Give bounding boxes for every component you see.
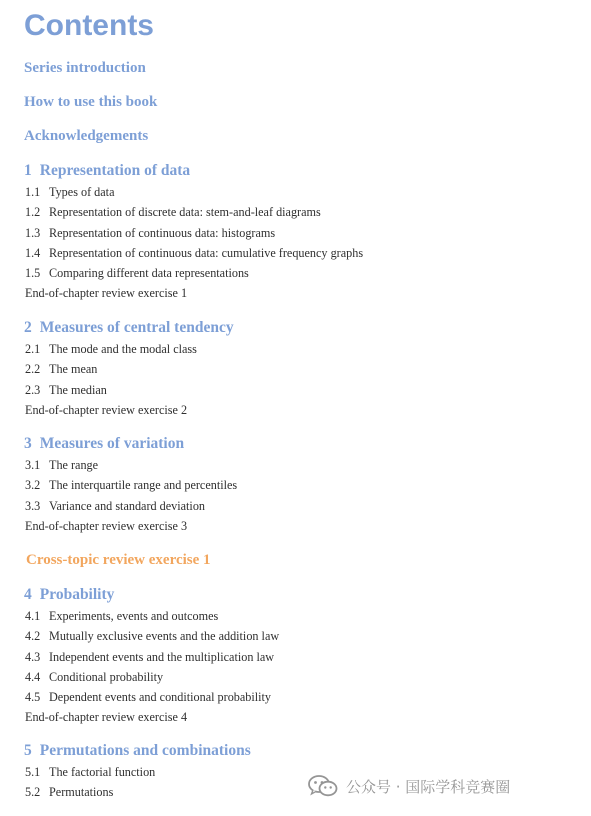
section-entry[interactable] bbox=[25, 223, 591, 243]
section-title: Conditional probability bbox=[49, 669, 164, 684]
section-number: 4.2 bbox=[25, 629, 41, 644]
section-title: The interquartile range and percentiles bbox=[49, 478, 238, 493]
chapter-heading[interactable] bbox=[24, 584, 591, 606]
chapter-number: 1 bbox=[24, 162, 32, 179]
section-entry[interactable] bbox=[25, 263, 591, 283]
chapter-title: Permutations and combinations bbox=[39, 742, 251, 759]
chapter-review-entry[interactable]: End-of-chapter review exercise 3 bbox=[25, 518, 188, 533]
chapter-title: Measures of variation bbox=[39, 435, 185, 452]
section-number: 5.2 bbox=[25, 785, 41, 800]
section-number: 3.3 bbox=[25, 498, 41, 513]
section-entry[interactable] bbox=[25, 647, 591, 667]
toc-entry-how-to-use[interactable]: How to use this book bbox=[24, 94, 158, 110]
chapter-2 bbox=[0, 317, 591, 420]
section-title: Mutually exclusive events and the addition law bbox=[49, 629, 280, 644]
watermark bbox=[308, 774, 510, 798]
section-title: Types of data bbox=[49, 185, 115, 199]
section-number: 1.5 bbox=[25, 266, 41, 281]
section-number: 5.1 bbox=[25, 765, 41, 779]
section-entry[interactable] bbox=[25, 359, 591, 379]
toc-entry-series-introduction[interactable]: Series introduction bbox=[24, 60, 146, 76]
section-entry[interactable] bbox=[25, 475, 591, 495]
chapter-review-entry[interactable]: End-of-chapter review exercise 4 bbox=[25, 710, 188, 725]
chapter-review-entry[interactable]: End-of-chapter review exercise 2 bbox=[25, 402, 188, 417]
section-number: 4.5 bbox=[25, 690, 41, 705]
chapter-number: 3 bbox=[24, 435, 32, 452]
section-title: The mean bbox=[49, 362, 98, 377]
section-title: Variance and standard deviation bbox=[49, 498, 206, 513]
section-number: 2.2 bbox=[25, 362, 41, 377]
section-number: 4.4 bbox=[25, 669, 41, 684]
section-title: The range bbox=[49, 458, 99, 472]
page-title: Contents bbox=[24, 9, 154, 42]
cross-topic-review-entry[interactable]: Cross-topic review exercise 1 bbox=[26, 552, 211, 568]
chapter-title: Measures of central tendency bbox=[39, 319, 234, 336]
chapter-number: 5 bbox=[24, 742, 32, 759]
section-number: 2.1 bbox=[25, 342, 41, 356]
section-number: 3.1 bbox=[25, 458, 41, 472]
section-title: Independent events and the multiplication law bbox=[49, 649, 275, 664]
section-title: The factorial function bbox=[49, 765, 156, 779]
chapter-number: 4 bbox=[24, 586, 32, 603]
section-title: Permutations bbox=[49, 785, 114, 800]
chapter-heading[interactable] bbox=[24, 433, 591, 455]
section-entry[interactable] bbox=[25, 626, 591, 646]
section-number: 1.4 bbox=[25, 245, 41, 260]
section-number: 4.1 bbox=[25, 609, 41, 623]
section-title: Representation of discrete data: stem-and-leaf diagrams bbox=[49, 205, 321, 220]
chapter-review-entry[interactable]: End-of-chapter review exercise 1 bbox=[25, 286, 188, 301]
section-entry[interactable] bbox=[25, 380, 591, 400]
section-title: Dependent events and conditional probability bbox=[49, 690, 272, 705]
chapter-heading[interactable] bbox=[24, 317, 591, 339]
section-number: 2.3 bbox=[25, 382, 41, 397]
chapter-title: Representation of data bbox=[39, 162, 191, 179]
section-title: Experiments, events and outcomes bbox=[49, 609, 219, 623]
wechat-icon bbox=[308, 775, 338, 797]
watermark-text: 公众号 · 国际学科竞赛圈 bbox=[346, 777, 511, 796]
section-entry[interactable] bbox=[25, 243, 591, 263]
section-entry[interactable] bbox=[25, 667, 591, 687]
section-entry[interactable] bbox=[25, 182, 591, 202]
section-number: 1.3 bbox=[25, 225, 41, 240]
section-number: 1.2 bbox=[25, 205, 41, 220]
section-entry[interactable] bbox=[25, 687, 591, 707]
chapter-3 bbox=[0, 433, 591, 536]
chapter-heading[interactable] bbox=[24, 740, 591, 762]
section-entry[interactable] bbox=[25, 339, 591, 359]
chapter-heading[interactable] bbox=[24, 160, 591, 182]
section-title: Representation of continuous data: cumulative frequency graphs bbox=[49, 245, 364, 260]
section-number: 3.2 bbox=[25, 478, 41, 493]
section-title: Representation of continuous data: histograms bbox=[49, 225, 276, 240]
chapter-4 bbox=[0, 584, 591, 728]
section-entry[interactable] bbox=[25, 606, 591, 626]
section-title: The mode and the modal class bbox=[49, 342, 197, 356]
toc-entry-acknowledgements[interactable]: Acknowledgements bbox=[24, 128, 149, 144]
section-number: 4.3 bbox=[25, 649, 41, 664]
section-entry[interactable] bbox=[25, 455, 591, 475]
section-number: 1.1 bbox=[25, 185, 41, 199]
section-title: The median bbox=[49, 382, 107, 397]
section-title: Comparing different data representations bbox=[49, 266, 249, 281]
section-entry[interactable] bbox=[25, 496, 591, 516]
chapter-1 bbox=[0, 160, 591, 304]
chapter-title: Probability bbox=[39, 586, 115, 603]
chapter-number: 2 bbox=[24, 319, 32, 336]
section-entry[interactable] bbox=[25, 202, 591, 222]
